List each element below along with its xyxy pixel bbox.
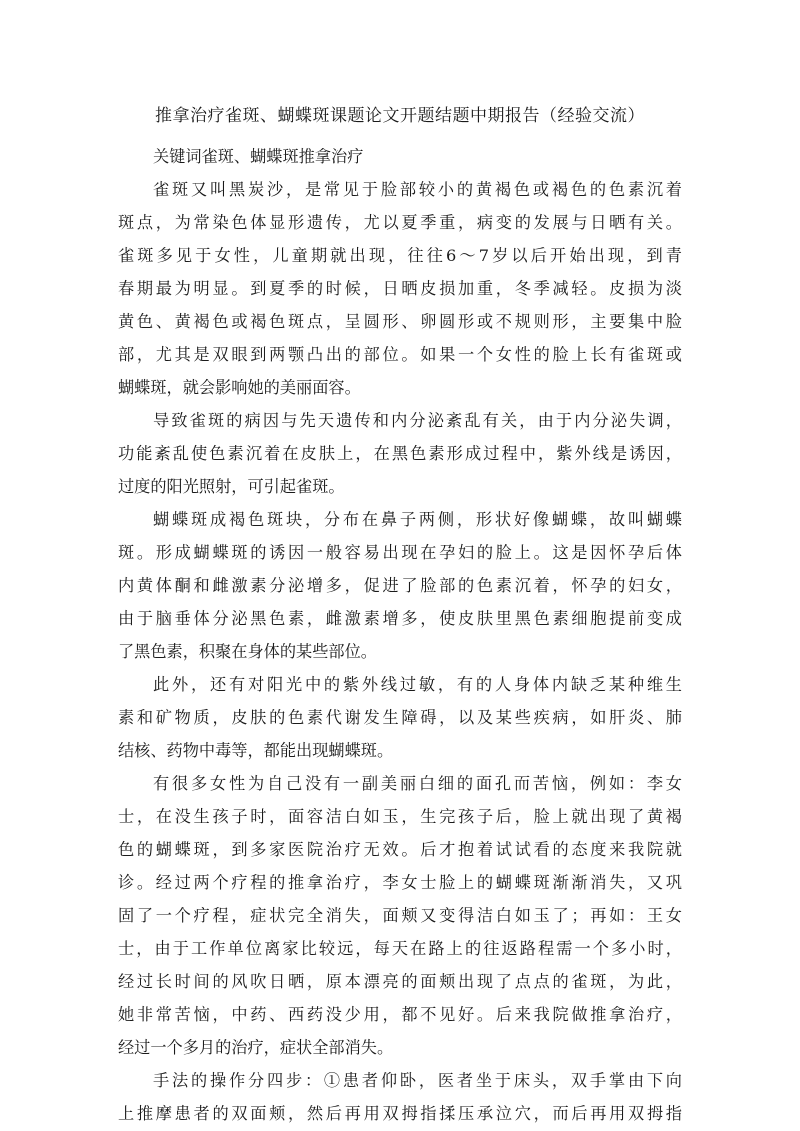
text-line: 固了一个疗程，症状完全消失，面颊又变得洁白如玉了；再如：王女 bbox=[118, 906, 682, 925]
text-line: 士，在没生孩子时，面容洁白如玉，生完孩子后，脸上就出现了黄褐 bbox=[118, 807, 682, 826]
document-title: 推拿治疗雀斑、蝴蝶斑课题论文开题结题中期报告（经验交流） bbox=[155, 106, 645, 126]
text-line: 由于脑垂体分泌黑色素，雌激素增多，使皮肤里黑色素细胞提前变成 bbox=[118, 609, 682, 628]
document-body bbox=[118, 140, 682, 1130]
text-line: 导致雀斑的病因与先天遗传和内分泌紊乱有关，由于内分泌失调， bbox=[153, 411, 682, 430]
text-line: 黄色、黄褐色或褐色斑点，呈圆形、卵圆形或不规则形，主要集中脸 bbox=[118, 312, 682, 331]
text-line: 有很多女性为自己没有一副美丽白细的面孔而苦恼，例如：李女 bbox=[153, 774, 682, 793]
text-line: 经过长时间的风吹日晒，原本漂亮的面颊出现了点点的雀斑，为此， bbox=[118, 972, 682, 991]
keywords-line: 关键词雀斑、蝴蝶斑推拿治疗 bbox=[153, 147, 364, 166]
text-line: 斑点，为常染色体显形遗传，尤以夏季重，病变的发展与日晒有关。 bbox=[118, 213, 682, 232]
text-line: 诊。经过两个疗程的推拿治疗，李女士脸上的蝴蝶斑渐渐消失，又巩 bbox=[118, 873, 682, 892]
text-line: 上推摩患者的双面颊，然后再用双拇指揉压承泣穴，而后再用双拇指 bbox=[118, 1104, 682, 1123]
text-line: 素和矿物质，皮肤的色素代谢发生障碍，以及某些疾病，如肝炎、肺 bbox=[118, 708, 682, 727]
text-line: 她非常苦恼，中药、西药没少用，都不见好。后来我院做推拿治疗， bbox=[118, 1005, 682, 1024]
text-line: 经过一个多月的治疗，症状全部消失。 bbox=[118, 1038, 394, 1057]
text-line: 过度的阳光照射，可引起雀斑。 bbox=[118, 477, 345, 496]
text-line: 手法的操作分四步：①患者仰卧，医者坐于床头，双手掌由下向 bbox=[153, 1071, 682, 1090]
text-line: 功能紊乱使色素沉着在皮肤上，在黑色素形成过程中，紫外线是诱因， bbox=[118, 444, 682, 463]
text-line: 蝴蝶斑成褐色斑块，分布在鼻子两侧，形状好像蝴蝶，故叫蝴蝶 bbox=[153, 510, 682, 529]
text-line: 春期最为明显。到夏季的时候，日晒皮损加重，冬季减轻。皮损为淡 bbox=[118, 279, 682, 298]
text-line: 内黄体酮和雌激素分泌增多，促进了脸部的色素沉着，怀孕的妇女， bbox=[118, 576, 682, 595]
text-line: 斑。形成蝴蝶斑的诱因一般容易出现在孕妇的脸上。这是因怀孕后体 bbox=[118, 543, 682, 562]
text-line: 结核、药物中毒等，都能出现蝴蝶斑。 bbox=[118, 741, 394, 760]
text-line: 雀斑又叫黑炭沙，是常见于脸部较小的黄褐色或褐色的色素沉着 bbox=[153, 180, 682, 199]
text-line: 色的蝴蝶斑，到多家医院治疗无效。后才抱着试试看的态度来我院就 bbox=[118, 840, 682, 859]
text-line: 此外，还有对阳光中的紫外线过敏，有的人身体内缺乏某种维生 bbox=[153, 675, 682, 694]
text-line: 士，由于工作单位离家比较远，每天在路上的往返路程需一个多小时， bbox=[118, 939, 682, 958]
text-line: 蝴蝶斑，就会影响她的美丽面容。 bbox=[118, 378, 361, 397]
text-line: 部，尤其是双眼到两颚凸出的部位。如果一个女性的脸上长有雀斑或 bbox=[118, 345, 682, 364]
text-line: 了黑色素，积聚在身体的某些部位。 bbox=[118, 642, 377, 661]
text-line: 雀斑多见于女性，儿童期就出现，往往6～7岁以后开始出现，到青 bbox=[118, 246, 682, 265]
